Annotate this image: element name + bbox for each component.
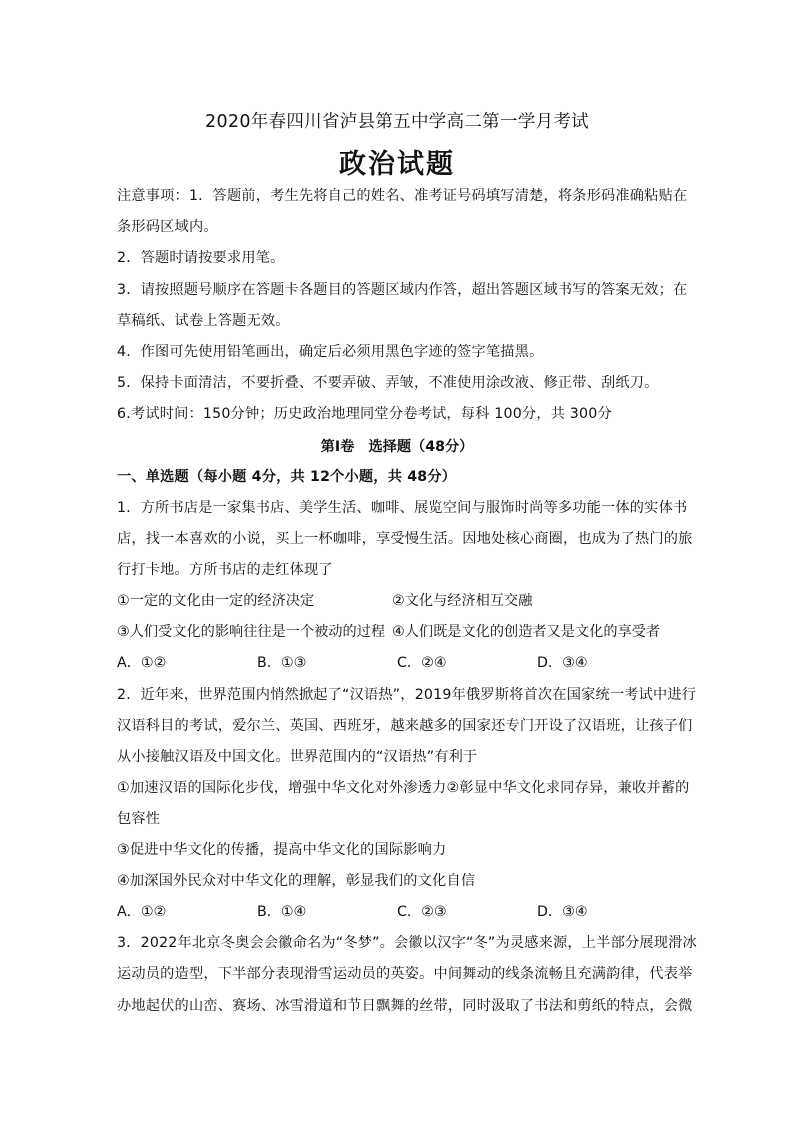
note-line: 4．作图可先使用铅笔画出，确定后必须用黑色字迹的签字笔描黑。: [117, 344, 544, 360]
option-b[interactable]: B．①③: [257, 655, 307, 671]
section-title: 第Ⅰ卷 选择题（48分）: [320, 439, 474, 455]
exam-title: 2020年春四川省泸县第五中学高二第一学月考试: [205, 112, 589, 132]
note-line: 5．保持卡面清洁，不要折叠、不要弄破、弄皱，不准使用涂改液、修正带、刮纸刀。: [117, 375, 659, 391]
option-b[interactable]: B．①④: [257, 904, 307, 920]
q2-statement-1-2: ①加速汉语的国际化步伐，增强中华文化对外渗透力②彰显中华文化求同存异，兼收并蓄的: [117, 780, 690, 796]
question-1-stem: 1．方所书店是一家集书店、美学生活、咖啡、展览空间与服饰时尚等多功能一体的实体书: [117, 500, 688, 516]
note-line: 注意事项：1．答题前，考生先将自己的姓名、准考证号码填写清楚，将条形码准确粘贴在: [117, 188, 688, 204]
option-c[interactable]: C．②③: [397, 904, 447, 920]
note-line: 3．请按照题号顺序在答题卡各题目的答题区域内作答，超出答题区域书写的答案无效；在: [117, 282, 688, 298]
q1-statement-2: ②文化与经济相互交融: [392, 593, 533, 609]
q1-statement-4: ④人们既是文化的创造者又是文化的享受者: [392, 624, 661, 640]
note-line: 6.考试时间：150分钟；历史政治地理同堂分卷考试，每科 100分，共 300分: [117, 406, 612, 422]
question-1-stem: 店，找一本喜欢的小说，买上一杯咖啡，享受慢生活。因地处核心商圈，也成为了热门的旅: [117, 531, 693, 547]
question-2-stem: 汉语科目的考试，爱尔兰、英国、西班牙，越来越多的国家还专门开设了汉语班，让孩子们: [117, 718, 693, 734]
question-3-stem: 3．2022年北京冬奥会会徽命名为“冬梦”。会徽以汉字“冬”为灵感来源，上半部分展现滑冰: [117, 935, 697, 951]
question-2-stem: 2．近年来，世界范围内悄然掀起了“汉语热”，2019年俄罗斯将首次在国家统一考试中进行: [117, 687, 697, 703]
option-d[interactable]: D．③④: [537, 655, 588, 671]
q2-statement-3: ③促进中华文化的传播，提高中华文化的国际影响力: [117, 842, 447, 858]
q2-options: [117, 902, 682, 922]
q1-options: [117, 653, 682, 673]
part-title: 一、单选题（每小题 4分，共 12个小题，共 48分）: [117, 469, 457, 485]
q1-statement-1: ①一定的文化由一定的经济决定: [117, 593, 315, 609]
note-line: 草稿纸、试卷上答题无效。: [117, 313, 290, 329]
note-line: 条形码区域内。: [117, 219, 218, 235]
question-1-stem: 行打卡地。方所书店的走红体现了: [117, 562, 333, 578]
question-3-stem: 运动员的造型，下半部分表现滑雪运动员的英姿。中间舞动的线条流畅且充满韵律，代表举: [117, 966, 693, 982]
q1-statement-3: ③人们受文化的影响往往是一个被动的过程: [117, 624, 386, 640]
option-d[interactable]: D．③④: [537, 904, 588, 920]
note-line: 2．答题时请按要求用笔。: [117, 250, 285, 266]
q2-statement-4: ④加深国外民众对中华文化的理解，彰显我们的文化自信: [117, 873, 476, 889]
question-3-stem: 办地起伏的山峦、赛场、冰雪滑道和节日飘舞的丝带，同时汲取了书法和剪纸的特点，会微: [117, 998, 693, 1014]
q2-statement-2-cont: 包容性: [117, 811, 161, 827]
option-a[interactable]: A．①②: [117, 655, 167, 671]
question-2-stem: 从小接触汉语及中国文化。世界范围内的“汉语热”有利于: [117, 749, 478, 765]
option-a[interactable]: A．①②: [117, 904, 167, 920]
exam-subject-title: 政治试题: [339, 149, 455, 180]
option-c[interactable]: C．②④: [397, 655, 447, 671]
